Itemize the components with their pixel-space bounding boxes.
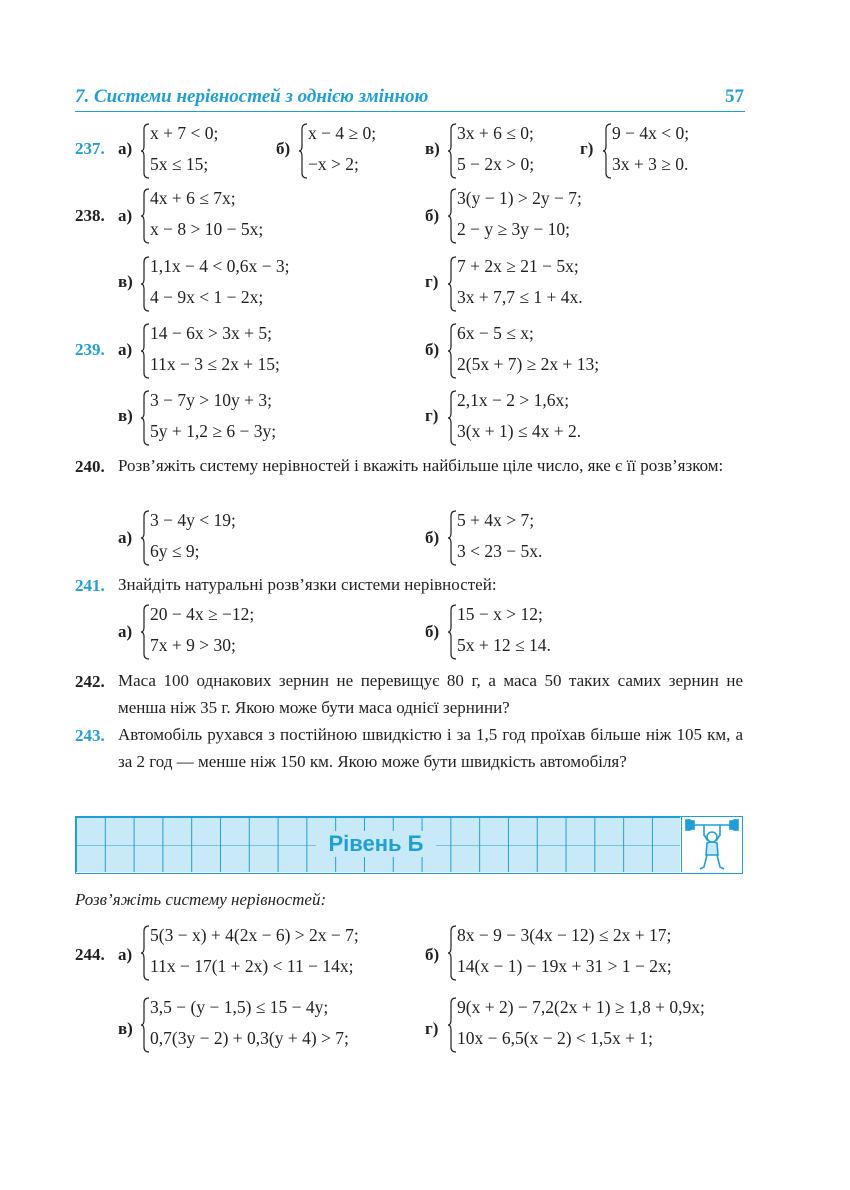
inequality-line: x − 4 ≥ 0; bbox=[308, 123, 377, 143]
brace-icon bbox=[140, 997, 150, 1053]
brace-icon bbox=[602, 123, 612, 179]
brace-icon bbox=[140, 925, 150, 981]
problem-text: Автомобіль рухався з постійною швидкістю і за 1,5 год проїхав більше ніж 105 км, а за 2 год — менше ніж 150 км. Якою може бути швидкість автомобіля? bbox=[118, 725, 743, 771]
inequality-line: 3x + 6 ≤ 0; bbox=[457, 123, 534, 143]
inequality-line: 1,1x − 4 < 0,6x − 3; bbox=[150, 256, 290, 276]
item-label: б) bbox=[425, 622, 440, 641]
inequality-line: 2(5x + 7) ≥ 2x + 13; bbox=[457, 354, 600, 374]
item-label: б) bbox=[425, 340, 440, 359]
problem-number: 241. bbox=[75, 576, 105, 595]
problem-number: 242. bbox=[75, 672, 105, 691]
inequality-line: 20 − 4x ≥ −12; bbox=[150, 604, 255, 624]
problem-text: Знайдіть натуральні розв’язки системи нерівностей: bbox=[118, 575, 497, 594]
inequality-line: 11x − 17(1 + 2x) < 11 − 14x; bbox=[150, 956, 354, 976]
item-label: а) bbox=[118, 340, 133, 359]
problem-number: 243. bbox=[75, 726, 105, 745]
problem-number: 240. bbox=[75, 457, 105, 476]
problem-number: 238. bbox=[75, 206, 105, 225]
inequality-line: 5x ≤ 15; bbox=[150, 154, 209, 174]
problem-text: Розв’яжіть систему нерівностей і вкажіть найбільше ціле число, яке є її розв’язком: bbox=[118, 456, 724, 475]
item-label: в) bbox=[118, 1019, 133, 1038]
inequality-line: 3(y − 1) > 2y − 7; bbox=[457, 188, 582, 208]
inequality-line: 14 − 6x > 3x + 5; bbox=[150, 323, 272, 343]
inequality-line: 3,5 − (y − 1,5) ≤ 15 − 4y; bbox=[150, 997, 329, 1017]
inequality-line: 4x + 6 ≤ 7x; bbox=[150, 188, 236, 208]
item-label: б) bbox=[425, 945, 440, 964]
item-label: б) bbox=[425, 206, 440, 225]
item-label: а) bbox=[118, 622, 133, 641]
inequality-line: −x > 2; bbox=[308, 154, 359, 174]
inequality-line: 3 < 23 − 5x. bbox=[457, 541, 543, 561]
inequality-line: 2 − y ≥ 3y − 10; bbox=[457, 219, 570, 239]
problem-number: 237. bbox=[75, 139, 105, 158]
inequality-line: 11x − 3 ≤ 2x + 15; bbox=[150, 354, 280, 374]
brace-icon bbox=[447, 604, 457, 660]
inequality-line: 8x − 9 − 3(4x − 12) ≤ 2x + 17; bbox=[457, 925, 672, 945]
inequality-line: 7 + 2x ≥ 21 − 5x; bbox=[457, 256, 579, 276]
brace-icon bbox=[140, 510, 150, 566]
inequality-line: 5 − 2x > 0; bbox=[457, 154, 535, 174]
item-label: а) bbox=[118, 139, 133, 158]
item-label: в) bbox=[118, 406, 133, 425]
brace-icon bbox=[447, 390, 457, 446]
item-label: б) bbox=[425, 528, 440, 547]
item-label: г) bbox=[580, 139, 594, 158]
item-label: г) bbox=[425, 272, 439, 291]
inequality-line: 5 + 4x > 7; bbox=[457, 510, 535, 530]
item-label: б) bbox=[276, 139, 291, 158]
item-label: г) bbox=[425, 406, 439, 425]
inequality-line: 9 − 4x < 0; bbox=[612, 123, 690, 143]
brace-icon bbox=[140, 604, 150, 660]
section-subheading: Розв’яжіть систему нерівностей: bbox=[75, 890, 327, 909]
inequality-line: 6x − 5 ≤ x; bbox=[457, 323, 534, 343]
brace-icon bbox=[447, 123, 457, 179]
problem-number: 239. bbox=[75, 340, 105, 359]
level-banner bbox=[75, 816, 743, 874]
header-rule bbox=[75, 111, 745, 112]
banner-title: Рівень Б bbox=[316, 831, 436, 857]
item-label: а) bbox=[118, 945, 133, 964]
brace-icon bbox=[447, 997, 457, 1053]
inequality-line: 3 − 7y > 10y + 3; bbox=[150, 390, 272, 410]
brace-icon bbox=[447, 510, 457, 566]
inequality-line: x + 7 < 0; bbox=[150, 123, 219, 143]
brace-icon bbox=[447, 256, 457, 312]
brace-icon bbox=[447, 323, 457, 379]
item-label: в) bbox=[118, 272, 133, 291]
inequality-line: 5(3 − x) + 4(2x − 6) > 2x − 7; bbox=[150, 925, 359, 945]
inequality-line: 3x + 3 ≥ 0. bbox=[612, 154, 689, 174]
item-label: г) bbox=[425, 1019, 439, 1038]
inequality-line: x − 8 > 10 − 5x; bbox=[150, 219, 264, 239]
inequality-line: 14(x − 1) − 19x + 31 > 1 − 2x; bbox=[457, 956, 672, 976]
brace-icon bbox=[447, 925, 457, 981]
item-label: а) bbox=[118, 206, 133, 225]
inequality-line: 3(x + 1) ≤ 4x + 2. bbox=[457, 421, 582, 441]
inequality-line: 9(x + 2) − 7,2(2x + 1) ≥ 1,8 + 0,9x; bbox=[457, 997, 705, 1017]
problem-text: Маса 100 однакових зернин не перевищує 80 г, а маса 50 таких самих зернин не менша ніж 35 г. Якою може бути маса однієї зернини? bbox=[118, 671, 743, 717]
page-number: 57 bbox=[725, 86, 744, 107]
inequality-line: 4 − 9x < 1 − 2x; bbox=[150, 287, 264, 307]
brace-icon bbox=[140, 323, 150, 379]
inequality-line: 5y + 1,2 ≥ 6 − 3y; bbox=[150, 421, 277, 441]
brace-icon bbox=[447, 188, 457, 244]
item-label: а) bbox=[118, 528, 133, 547]
inequality-line: 0,7(3y − 2) + 0,3(y + 4) > 7; bbox=[150, 1028, 349, 1048]
brace-icon bbox=[140, 188, 150, 244]
inequality-line: 2,1x − 2 > 1,6x; bbox=[457, 390, 570, 410]
weightlifter-icon bbox=[681, 817, 742, 872]
brace-icon bbox=[298, 123, 308, 179]
inequality-line: 7x + 9 > 30; bbox=[150, 635, 236, 655]
item-label: в) bbox=[425, 139, 440, 158]
inequality-line: 15 − x > 12; bbox=[457, 604, 543, 624]
inequality-line: 5x + 12 ≤ 14. bbox=[457, 635, 551, 655]
inequality-line: 3 − 4y < 19; bbox=[150, 510, 236, 530]
brace-icon bbox=[140, 390, 150, 446]
brace-icon bbox=[140, 256, 150, 312]
inequality-line: 6y ≤ 9; bbox=[150, 541, 200, 561]
inequality-line: 3x + 7,7 ≤ 1 + 4x. bbox=[457, 287, 583, 307]
brace-icon bbox=[140, 123, 150, 179]
problem-number: 244. bbox=[75, 945, 105, 964]
page-header-title: 7. Системи нерівностей з однією змінною bbox=[75, 86, 429, 107]
inequality-line: 10x − 6,5(x − 2) < 1,5x + 1; bbox=[457, 1028, 653, 1048]
